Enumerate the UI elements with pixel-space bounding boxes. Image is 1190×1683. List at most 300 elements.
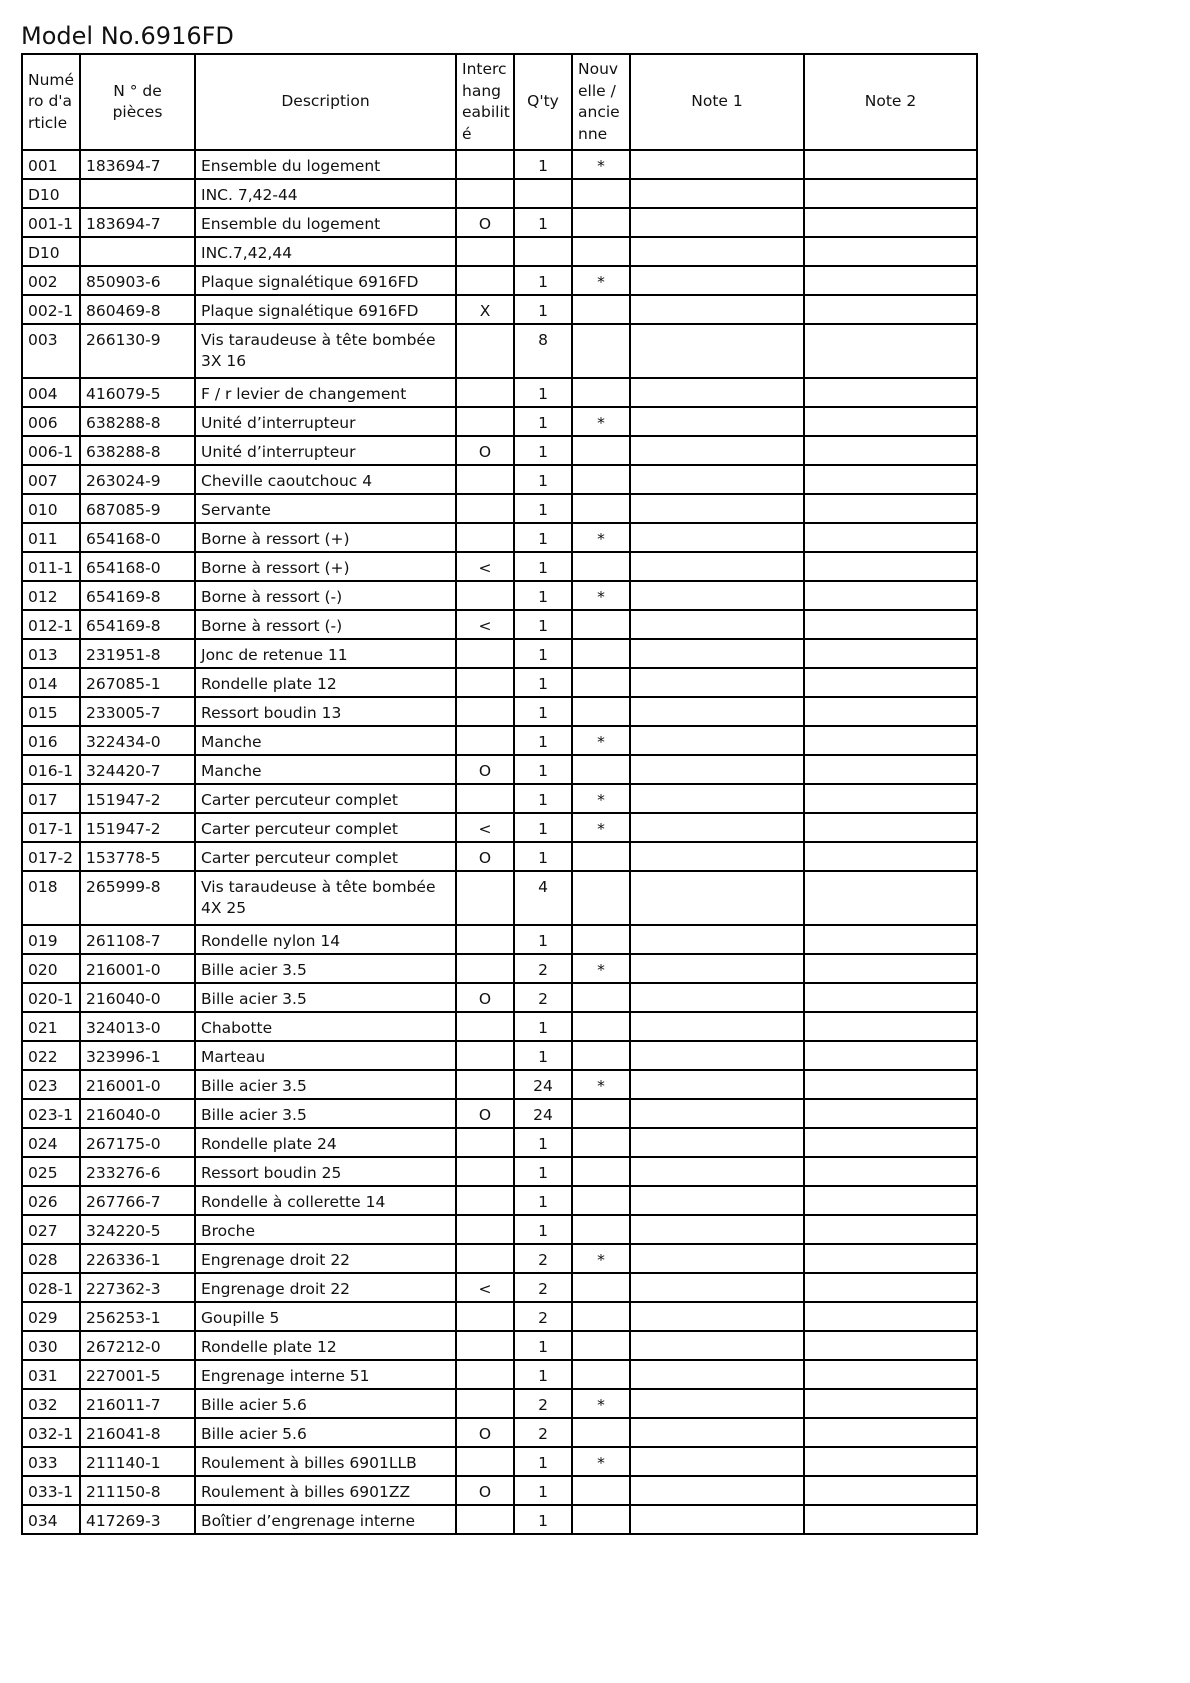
cell-part-number: 267085-1 bbox=[80, 668, 195, 697]
table-row bbox=[22, 1186, 977, 1215]
cell-part-number: 211140-1 bbox=[80, 1447, 195, 1476]
cell-description: Rondelle plate 12 bbox=[195, 668, 456, 697]
cell-quantity: 2 bbox=[514, 1244, 572, 1273]
table-row bbox=[22, 1099, 977, 1128]
cell-note-2 bbox=[804, 378, 977, 407]
cell-note-1 bbox=[630, 1041, 804, 1070]
cell-item-number: 032 bbox=[22, 1389, 80, 1418]
cell-note-2 bbox=[804, 697, 977, 726]
table-row bbox=[22, 237, 977, 266]
cell-note-1 bbox=[630, 1418, 804, 1447]
cell-note-1 bbox=[630, 1302, 804, 1331]
cell-description: Borne à ressort (-) bbox=[195, 610, 456, 639]
cell-note-2 bbox=[804, 610, 977, 639]
cell-item-number: 006-1 bbox=[22, 436, 80, 465]
cell-item-number: 026 bbox=[22, 1186, 80, 1215]
cell-quantity: 1 bbox=[514, 295, 572, 324]
cell-part-number: 231951-8 bbox=[80, 639, 195, 668]
cell-interchangeability bbox=[456, 1360, 514, 1389]
cell-note-2 bbox=[804, 150, 977, 179]
cell-note-1 bbox=[630, 1128, 804, 1157]
cell-interchangeability: O bbox=[456, 1476, 514, 1505]
cell-quantity: 1 bbox=[514, 1186, 572, 1215]
cell-note-1 bbox=[630, 295, 804, 324]
cell-new-old: * bbox=[572, 407, 630, 436]
cell-description: INC. 7,42-44 bbox=[195, 179, 456, 208]
cell-interchangeability bbox=[456, 150, 514, 179]
cell-note-2 bbox=[804, 1505, 977, 1534]
table-row bbox=[22, 1215, 977, 1244]
cell-note-2 bbox=[804, 1389, 977, 1418]
cell-item-number: 021 bbox=[22, 1012, 80, 1041]
cell-note-1 bbox=[630, 523, 804, 552]
cell-new-old bbox=[572, 983, 630, 1012]
header-part-number: N ° de pièces bbox=[80, 54, 195, 150]
cell-part-number: 263024-9 bbox=[80, 465, 195, 494]
cell-note-1 bbox=[630, 237, 804, 266]
cell-note-1 bbox=[630, 1244, 804, 1273]
cell-note-2 bbox=[804, 581, 977, 610]
cell-quantity: 1 bbox=[514, 1331, 572, 1360]
cell-interchangeability bbox=[456, 1041, 514, 1070]
cell-interchangeability: < bbox=[456, 813, 514, 842]
cell-quantity: 1 bbox=[514, 266, 572, 295]
cell-note-2 bbox=[804, 954, 977, 983]
table-row bbox=[22, 1389, 977, 1418]
cell-quantity: 4 bbox=[514, 871, 572, 925]
cell-interchangeability bbox=[456, 465, 514, 494]
cell-note-1 bbox=[630, 954, 804, 983]
cell-note-1 bbox=[630, 494, 804, 523]
cell-interchangeability bbox=[456, 1128, 514, 1157]
cell-description: Cheville caoutchouc 4 bbox=[195, 465, 456, 494]
cell-interchangeability: O bbox=[456, 436, 514, 465]
cell-item-number: 017-1 bbox=[22, 813, 80, 842]
cell-description: Bille acier 5.6 bbox=[195, 1418, 456, 1447]
cell-note-2 bbox=[804, 983, 977, 1012]
table-row bbox=[22, 1360, 977, 1389]
cell-note-1 bbox=[630, 610, 804, 639]
cell-quantity: 1 bbox=[514, 610, 572, 639]
cell-quantity: 2 bbox=[514, 1273, 572, 1302]
cell-interchangeability bbox=[456, 954, 514, 983]
table-row bbox=[22, 324, 977, 378]
cell-description: Ressort boudin 25 bbox=[195, 1157, 456, 1186]
cell-quantity: 1 bbox=[514, 581, 572, 610]
cell-interchangeability bbox=[456, 407, 514, 436]
cell-note-1 bbox=[630, 639, 804, 668]
cell-description: Marteau bbox=[195, 1041, 456, 1070]
cell-note-2 bbox=[804, 1128, 977, 1157]
cell-quantity: 1 bbox=[514, 925, 572, 954]
cell-part-number: 227001-5 bbox=[80, 1360, 195, 1389]
cell-part-number: 687085-9 bbox=[80, 494, 195, 523]
cell-new-old bbox=[572, 1331, 630, 1360]
cell-item-number: 024 bbox=[22, 1128, 80, 1157]
cell-description: Jonc de retenue 11 bbox=[195, 639, 456, 668]
cell-quantity: 1 bbox=[514, 755, 572, 784]
cell-item-number: 017 bbox=[22, 784, 80, 813]
cell-item-number: 012-1 bbox=[22, 610, 80, 639]
table-row bbox=[22, 266, 977, 295]
cell-part-number bbox=[80, 179, 195, 208]
cell-new-old: * bbox=[572, 581, 630, 610]
cell-note-2 bbox=[804, 1215, 977, 1244]
cell-description: Ressort boudin 13 bbox=[195, 697, 456, 726]
cell-description: Rondelle nylon 14 bbox=[195, 925, 456, 954]
cell-item-number: 030 bbox=[22, 1331, 80, 1360]
cell-description: Goupille 5 bbox=[195, 1302, 456, 1331]
table-row bbox=[22, 1273, 977, 1302]
cell-note-1 bbox=[630, 552, 804, 581]
cell-item-number: 034 bbox=[22, 1505, 80, 1534]
header-row bbox=[22, 54, 977, 150]
cell-note-1 bbox=[630, 1360, 804, 1389]
header-note-1: Note 1 bbox=[630, 54, 804, 150]
cell-new-old bbox=[572, 755, 630, 784]
cell-interchangeability: < bbox=[456, 552, 514, 581]
table-row bbox=[22, 1041, 977, 1070]
cell-interchangeability bbox=[456, 639, 514, 668]
cell-note-2 bbox=[804, 1418, 977, 1447]
cell-part-number: 151947-2 bbox=[80, 784, 195, 813]
cell-interchangeability bbox=[456, 378, 514, 407]
cell-note-1 bbox=[630, 755, 804, 784]
cell-new-old bbox=[572, 552, 630, 581]
table-row bbox=[22, 465, 977, 494]
cell-new-old bbox=[572, 1273, 630, 1302]
cell-note-1 bbox=[630, 1099, 804, 1128]
cell-note-1 bbox=[630, 1505, 804, 1534]
cell-description: Rondelle à collerette 14 bbox=[195, 1186, 456, 1215]
cell-new-old bbox=[572, 208, 630, 237]
cell-item-number: 011 bbox=[22, 523, 80, 552]
cell-note-2 bbox=[804, 324, 977, 378]
table-row bbox=[22, 1447, 977, 1476]
cell-new-old: * bbox=[572, 1389, 630, 1418]
parts-table-body bbox=[22, 150, 977, 1534]
cell-item-number: D10 bbox=[22, 237, 80, 266]
cell-new-old bbox=[572, 1215, 630, 1244]
cell-item-number: 004 bbox=[22, 378, 80, 407]
cell-item-number: 025 bbox=[22, 1157, 80, 1186]
cell-description: Bille acier 3.5 bbox=[195, 1070, 456, 1099]
cell-item-number: 015 bbox=[22, 697, 80, 726]
cell-item-number: D10 bbox=[22, 179, 80, 208]
cell-new-old bbox=[572, 1157, 630, 1186]
cell-new-old bbox=[572, 1505, 630, 1534]
cell-part-number: 151947-2 bbox=[80, 813, 195, 842]
cell-item-number: 022 bbox=[22, 1041, 80, 1070]
cell-note-1 bbox=[630, 726, 804, 755]
cell-new-old bbox=[572, 1476, 630, 1505]
cell-item-number: 019 bbox=[22, 925, 80, 954]
cell-interchangeability bbox=[456, 324, 514, 378]
cell-quantity: 1 bbox=[514, 1447, 572, 1476]
header-new-old: Nouv elle / ancie nne bbox=[572, 54, 630, 150]
cell-new-old bbox=[572, 639, 630, 668]
cell-note-2 bbox=[804, 407, 977, 436]
cell-part-number: 267175-0 bbox=[80, 1128, 195, 1157]
cell-description: Borne à ressort (+) bbox=[195, 552, 456, 581]
cell-new-old: * bbox=[572, 1070, 630, 1099]
cell-description: Unité d’interrupteur bbox=[195, 436, 456, 465]
parts-table bbox=[21, 53, 978, 1535]
table-row bbox=[22, 1476, 977, 1505]
cell-part-number: 266130-9 bbox=[80, 324, 195, 378]
table-row bbox=[22, 407, 977, 436]
cell-new-old bbox=[572, 610, 630, 639]
cell-quantity: 1 bbox=[514, 784, 572, 813]
cell-new-old: * bbox=[572, 954, 630, 983]
cell-interchangeability bbox=[456, 494, 514, 523]
cell-note-2 bbox=[804, 179, 977, 208]
cell-interchangeability: O bbox=[456, 842, 514, 871]
cell-part-number: 153778-5 bbox=[80, 842, 195, 871]
cell-part-number: 183694-7 bbox=[80, 150, 195, 179]
cell-part-number: 265999-8 bbox=[80, 871, 195, 925]
cell-description: Borne à ressort (-) bbox=[195, 581, 456, 610]
cell-description: Ensemble du logement bbox=[195, 150, 456, 179]
cell-note-1 bbox=[630, 581, 804, 610]
cell-note-2 bbox=[804, 1041, 977, 1070]
cell-note-1 bbox=[630, 179, 804, 208]
cell-interchangeability: < bbox=[456, 610, 514, 639]
cell-description: Carter percuteur complet bbox=[195, 842, 456, 871]
cell-quantity: 2 bbox=[514, 1418, 572, 1447]
cell-note-2 bbox=[804, 1476, 977, 1505]
cell-note-1 bbox=[630, 1070, 804, 1099]
cell-description: Roulement à billes 6901LLB bbox=[195, 1447, 456, 1476]
cell-item-number: 020-1 bbox=[22, 983, 80, 1012]
table-row bbox=[22, 639, 977, 668]
cell-part-number: 638288-8 bbox=[80, 436, 195, 465]
cell-item-number: 001-1 bbox=[22, 208, 80, 237]
cell-note-1 bbox=[630, 1476, 804, 1505]
cell-interchangeability bbox=[456, 1505, 514, 1534]
cell-quantity: 1 bbox=[514, 842, 572, 871]
cell-note-2 bbox=[804, 266, 977, 295]
cell-item-number: 020 bbox=[22, 954, 80, 983]
table-row bbox=[22, 378, 977, 407]
cell-note-2 bbox=[804, 208, 977, 237]
cell-description: Plaque signalétique 6916FD bbox=[195, 266, 456, 295]
cell-note-2 bbox=[804, 639, 977, 668]
cell-description: Vis taraudeuse à tête bombée 3X 16 bbox=[195, 324, 456, 378]
cell-item-number: 016-1 bbox=[22, 755, 80, 784]
table-row bbox=[22, 1505, 977, 1534]
cell-part-number: 216040-0 bbox=[80, 983, 195, 1012]
cell-item-number: 010 bbox=[22, 494, 80, 523]
cell-item-number: 013 bbox=[22, 639, 80, 668]
cell-interchangeability bbox=[456, 1331, 514, 1360]
cell-new-old bbox=[572, 697, 630, 726]
cell-note-1 bbox=[630, 465, 804, 494]
cell-note-1 bbox=[630, 871, 804, 925]
cell-part-number: 417269-3 bbox=[80, 1505, 195, 1534]
cell-new-old bbox=[572, 1360, 630, 1389]
cell-part-number: 216001-0 bbox=[80, 1070, 195, 1099]
header-description: Description bbox=[195, 54, 456, 150]
cell-interchangeability bbox=[456, 179, 514, 208]
cell-new-old bbox=[572, 465, 630, 494]
cell-part-number: 211150-8 bbox=[80, 1476, 195, 1505]
table-row bbox=[22, 1128, 977, 1157]
cell-description: Bille acier 3.5 bbox=[195, 1099, 456, 1128]
cell-part-number: 233005-7 bbox=[80, 697, 195, 726]
cell-note-2 bbox=[804, 1360, 977, 1389]
cell-item-number: 006 bbox=[22, 407, 80, 436]
cell-note-2 bbox=[804, 494, 977, 523]
cell-description: Rondelle plate 24 bbox=[195, 1128, 456, 1157]
cell-item-number: 001 bbox=[22, 150, 80, 179]
cell-note-1 bbox=[630, 925, 804, 954]
cell-item-number: 014 bbox=[22, 668, 80, 697]
cell-quantity: 24 bbox=[514, 1070, 572, 1099]
cell-note-2 bbox=[804, 237, 977, 266]
cell-note-1 bbox=[630, 813, 804, 842]
cell-description: Ensemble du logement bbox=[195, 208, 456, 237]
cell-description: Engrenage droit 22 bbox=[195, 1244, 456, 1273]
cell-new-old bbox=[572, 237, 630, 266]
cell-quantity: 2 bbox=[514, 1389, 572, 1418]
header-item-number: Numé ro d'a rticle bbox=[22, 54, 80, 150]
cell-quantity: 1 bbox=[514, 1505, 572, 1534]
cell-quantity bbox=[514, 179, 572, 208]
cell-description: Rondelle plate 12 bbox=[195, 1331, 456, 1360]
cell-interchangeability bbox=[456, 1070, 514, 1099]
cell-part-number: 227362-3 bbox=[80, 1273, 195, 1302]
table-row bbox=[22, 436, 977, 465]
cell-item-number: 028 bbox=[22, 1244, 80, 1273]
table-row bbox=[22, 523, 977, 552]
table-row bbox=[22, 784, 977, 813]
cell-description: Servante bbox=[195, 494, 456, 523]
cell-interchangeability: < bbox=[456, 1273, 514, 1302]
cell-interchangeability bbox=[456, 784, 514, 813]
cell-part-number: 233276-6 bbox=[80, 1157, 195, 1186]
cell-item-number: 032-1 bbox=[22, 1418, 80, 1447]
cell-quantity: 1 bbox=[514, 407, 572, 436]
cell-interchangeability bbox=[456, 668, 514, 697]
cell-quantity: 1 bbox=[514, 813, 572, 842]
cell-note-2 bbox=[804, 668, 977, 697]
cell-new-old bbox=[572, 871, 630, 925]
table-row bbox=[22, 1244, 977, 1273]
cell-item-number: 027 bbox=[22, 1215, 80, 1244]
cell-quantity: 1 bbox=[514, 436, 572, 465]
cell-quantity: 1 bbox=[514, 668, 572, 697]
table-row bbox=[22, 208, 977, 237]
cell-note-1 bbox=[630, 842, 804, 871]
cell-quantity: 1 bbox=[514, 1215, 572, 1244]
cell-new-old bbox=[572, 1012, 630, 1041]
cell-part-number: 226336-1 bbox=[80, 1244, 195, 1273]
cell-description: Manche bbox=[195, 726, 456, 755]
cell-description: Broche bbox=[195, 1215, 456, 1244]
cell-note-2 bbox=[804, 1302, 977, 1331]
cell-quantity: 1 bbox=[514, 208, 572, 237]
cell-part-number: 216001-0 bbox=[80, 954, 195, 983]
cell-item-number: 011-1 bbox=[22, 552, 80, 581]
cell-quantity: 1 bbox=[514, 552, 572, 581]
cell-new-old bbox=[572, 1099, 630, 1128]
cell-new-old bbox=[572, 842, 630, 871]
cell-new-old bbox=[572, 494, 630, 523]
cell-item-number: 012 bbox=[22, 581, 80, 610]
cell-new-old bbox=[572, 1302, 630, 1331]
cell-item-number: 033-1 bbox=[22, 1476, 80, 1505]
cell-part-number: 261108-7 bbox=[80, 925, 195, 954]
cell-note-2 bbox=[804, 1244, 977, 1273]
cell-part-number: 638288-8 bbox=[80, 407, 195, 436]
cell-note-1 bbox=[630, 697, 804, 726]
cell-description: Plaque signalétique 6916FD bbox=[195, 295, 456, 324]
table-row bbox=[22, 494, 977, 523]
cell-quantity: 1 bbox=[514, 1041, 572, 1070]
cell-part-number: 216011-7 bbox=[80, 1389, 195, 1418]
cell-new-old bbox=[572, 1041, 630, 1070]
table-row bbox=[22, 295, 977, 324]
cell-part-number: 322434-0 bbox=[80, 726, 195, 755]
cell-new-old bbox=[572, 1418, 630, 1447]
cell-description: Boîtier d’engrenage interne bbox=[195, 1505, 456, 1534]
cell-note-1 bbox=[630, 668, 804, 697]
cell-interchangeability bbox=[456, 1389, 514, 1418]
cell-description: Engrenage interne 51 bbox=[195, 1360, 456, 1389]
cell-new-old: * bbox=[572, 266, 630, 295]
cell-new-old: * bbox=[572, 150, 630, 179]
cell-note-2 bbox=[804, 552, 977, 581]
cell-item-number: 023-1 bbox=[22, 1099, 80, 1128]
cell-interchangeability bbox=[456, 1302, 514, 1331]
cell-note-2 bbox=[804, 1012, 977, 1041]
table-row bbox=[22, 925, 977, 954]
table-row bbox=[22, 552, 977, 581]
header-note-2: Note 2 bbox=[804, 54, 977, 150]
cell-description: F / r levier de changement bbox=[195, 378, 456, 407]
table-row bbox=[22, 954, 977, 983]
cell-part-number: 324013-0 bbox=[80, 1012, 195, 1041]
cell-description: Carter percuteur complet bbox=[195, 813, 456, 842]
cell-note-1 bbox=[630, 150, 804, 179]
table-row bbox=[22, 179, 977, 208]
cell-quantity: 1 bbox=[514, 465, 572, 494]
cell-note-2 bbox=[804, 523, 977, 552]
cell-item-number: 002-1 bbox=[22, 295, 80, 324]
table-row bbox=[22, 610, 977, 639]
table-row bbox=[22, 1331, 977, 1360]
cell-description: Roulement à billes 6901ZZ bbox=[195, 1476, 456, 1505]
cell-interchangeability bbox=[456, 726, 514, 755]
cell-note-2 bbox=[804, 1331, 977, 1360]
cell-new-old bbox=[572, 179, 630, 208]
cell-description: Bille acier 3.5 bbox=[195, 983, 456, 1012]
cell-quantity: 1 bbox=[514, 1128, 572, 1157]
cell-interchangeability: O bbox=[456, 755, 514, 784]
cell-item-number: 016 bbox=[22, 726, 80, 755]
cell-new-old bbox=[572, 925, 630, 954]
cell-new-old: * bbox=[572, 784, 630, 813]
page-title: Model No.6916FD bbox=[21, 22, 234, 50]
cell-quantity: 1 bbox=[514, 1012, 572, 1041]
cell-interchangeability bbox=[456, 581, 514, 610]
cell-note-1 bbox=[630, 1157, 804, 1186]
table-row bbox=[22, 871, 977, 925]
cell-interchangeability bbox=[456, 1157, 514, 1186]
cell-new-old bbox=[572, 1186, 630, 1215]
cell-quantity: 1 bbox=[514, 378, 572, 407]
